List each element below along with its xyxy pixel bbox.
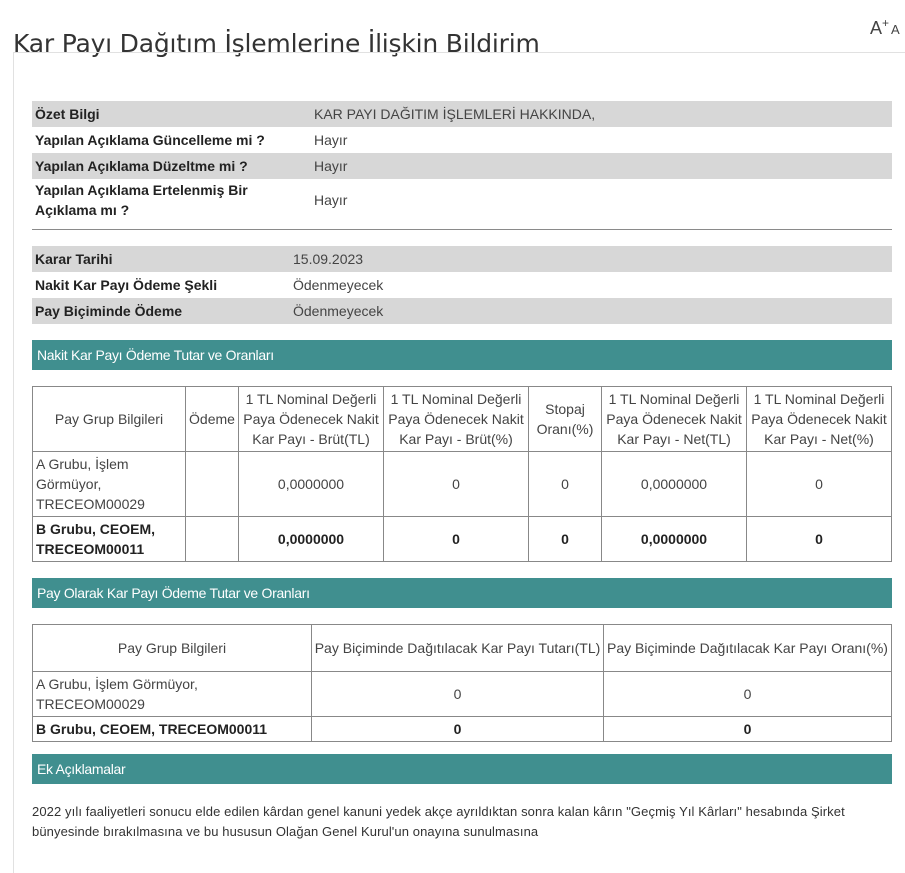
summary-row [32,127,892,153]
table-row [33,717,892,742]
summary-value: KAR PAYI DAĞITIM İŞLEMLERİ HAKKINDA, [311,101,892,127]
decision-label: Karar Tarihi [32,246,290,272]
font-size-control[interactable] [870,16,900,39]
column-header: Pay Grup Bilgileri [33,387,186,452]
table-row [33,452,892,517]
table-cell: 0 [529,517,602,562]
table-header-row [33,387,892,452]
table-row [33,672,892,717]
share-dividend-heading: Pay Olarak Kar Payı Ödeme Tutar ve Oranları [32,578,892,608]
font-decrease-icon[interactable]: A [891,22,900,37]
decision-table [32,246,892,324]
divider [32,229,892,230]
column-header: 1 TL Nominal Değerli Paya Ödenecek Nakit Kar Payı - Net(%) [747,387,892,452]
decision-label: Pay Biçiminde Ödeme [32,298,290,324]
notes-heading: Ek Açıklamalar [32,754,892,784]
table-cell: 0 [384,452,529,517]
table-cell: 0 [747,452,892,517]
column-header: 1 TL Nominal Değerli Paya Ödenecek Nakit Kar Payı - Brüt(TL) [239,387,384,452]
table-cell: 0 [604,672,892,717]
summary-label: Yapılan Açıklama Güncelleme mi ? [35,132,265,148]
summary-row [32,179,892,221]
column-header: 1 TL Nominal Değerli Paya Ödenecek Nakit Kar Payı - Net(TL) [602,387,747,452]
decision-label: Nakit Kar Payı Ödeme Şekli [35,277,218,293]
column-header: Stopaj Oranı(%) [529,387,602,452]
notes-text: 2022 yılı faaliyetleri sonucu elde edilen kârdan genel kanuni yedek akçe ayrıldıktan sonra kalan kârın "Geçmiş Yıl Kârları" hesabında Şirket bünyesinde bırakılmasına ve bu hususun Olağan Genel Kurul'un onayına sunulmasına [32,804,845,839]
summary-value: Hayır [314,192,348,208]
summary-table [32,101,892,221]
decision-value: Ödenmeyecek [293,277,384,293]
table-cell [186,517,239,562]
decision-row [32,298,892,324]
cash-dividend-table [32,386,892,562]
font-increase-icon[interactable]: A+ [870,16,890,38]
table-cell: A Grubu, İşlem Görmüyor, TRECEOM00029 [33,452,186,517]
table-row [33,517,892,562]
column-header: Ödeme [186,387,239,452]
column-header: 1 TL Nominal Değerli Paya Ödenecek Nakit Kar Payı - Brüt(%) [384,387,529,452]
summary-label: Özet Bilgi [32,101,311,127]
decision-row [32,246,892,272]
table-cell: B Grubu, CEOEM, TRECEOM00011 [33,717,312,742]
disclosure-content [32,101,892,842]
column-header: Pay Grup Bilgileri [33,625,312,672]
table-cell: B Grubu, CEOEM, TRECEOM00011 [33,517,186,562]
cash-dividend-heading: Nakit Kar Payı Ödeme Tutar ve Oranları [32,340,892,370]
table-cell: 0,0000000 [239,517,384,562]
table-cell: A Grubu, İşlem Görmüyor, TRECEOM00029 [33,672,312,717]
table-header-row [33,625,892,672]
decision-row [32,272,892,298]
column-header: Pay Biçiminde Dağıtılacak Kar Payı Tutarı(TL) [312,625,604,672]
share-dividend-table [32,624,892,742]
table-cell: 0,0000000 [602,517,747,562]
summary-label: Yapılan Açıklama Düzeltme mi ? [32,153,311,179]
decision-value: 15.09.2023 [290,246,892,272]
table-cell: 0 [312,717,604,742]
decision-value: Ödenmeyecek [290,298,892,324]
table-cell: 0 [529,452,602,517]
table-cell [186,452,239,517]
table-cell: 0 [747,517,892,562]
table-cell: 0,0000000 [602,452,747,517]
summary-value: Hayır [311,153,892,179]
summary-row [32,153,892,179]
summary-row [32,101,892,127]
table-cell: 0,0000000 [239,452,384,517]
summary-label: Yapılan Açıklama Ertelenmiş Bir Açıklama mı ? [35,182,248,218]
table-cell: 0 [384,517,529,562]
column-header: Pay Biçiminde Dağıtılacak Kar Payı Oranı(%) [604,625,892,672]
summary-value: Hayır [314,132,348,148]
page-title: Kar Payı Dağıtım İşlemlerine İlişkin Bildirim [13,28,540,58]
table-cell: 0 [312,672,604,717]
table-cell: 0 [604,717,892,742]
